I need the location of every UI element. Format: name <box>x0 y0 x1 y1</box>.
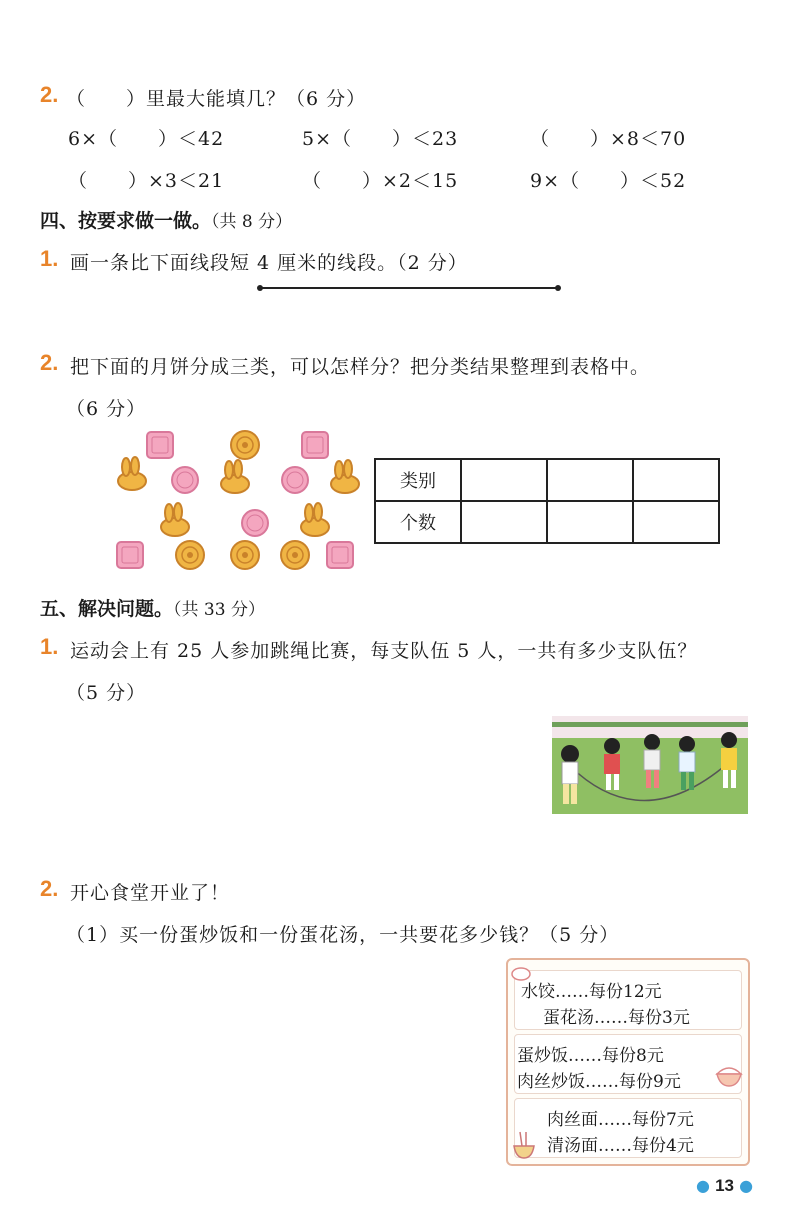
question-number: 2. <box>40 82 59 107</box>
question-score: （6 分） <box>66 398 147 420</box>
question-text: 开心食堂开业了！ <box>70 882 231 904</box>
answer-cell[interactable] <box>461 501 547 543</box>
inequality: （ ）×8＜70 <box>530 128 687 150</box>
dumpling-icon <box>510 962 532 982</box>
noodle-bowl-icon <box>512 1130 536 1160</box>
mooncakes-illustration <box>110 425 360 575</box>
question-text: 画一条比下面线段短 4 厘米的线段。（2 分） <box>70 252 468 274</box>
page-number: 13 <box>715 1176 734 1195</box>
answer-cell[interactable] <box>633 501 719 543</box>
section-score: （共 33 分） <box>173 600 265 620</box>
dot-icon: ● <box>739 1176 754 1195</box>
menu-item: 肉丝炒饭……每份9元 <box>517 1072 681 1092</box>
menu-group <box>514 1098 742 1158</box>
table-row <box>375 459 719 501</box>
answer-cell[interactable] <box>633 459 719 501</box>
question-number: 1. <box>40 246 59 271</box>
menu-group <box>514 970 742 1030</box>
menu-item: 蛋花汤……每份3元 <box>543 1008 690 1028</box>
menu-item: 水饺……每份12元 <box>521 982 662 1002</box>
question-text: （ ）里最大能填几？（6 分） <box>66 88 367 110</box>
table-header-cell: 类别 <box>375 459 461 501</box>
menu-group <box>514 1034 742 1094</box>
section-title: 五、解决问题。 <box>40 598 174 620</box>
question-text: 把下面的月饼分成三类，可以怎样分？把分类结果整理到表格中。 <box>70 356 651 378</box>
table-header-cell: 个数 <box>375 501 461 543</box>
question-number: 2. <box>40 350 59 375</box>
menu-item: 清汤面……每份4元 <box>547 1136 694 1156</box>
inequality: （ ）×2＜15 <box>302 170 459 192</box>
sub-question-text: （1）买一份蛋炒饭和一份蛋花汤，一共要花多少钱？（5 分） <box>66 924 620 946</box>
answer-cell[interactable] <box>461 459 547 501</box>
inequality: 5×（ ）＜23 <box>302 128 459 150</box>
rice-bowl-icon <box>714 1064 744 1088</box>
menu-item: 肉丝面……每份7元 <box>547 1110 694 1130</box>
page-footer <box>696 1176 753 1196</box>
section-score: （共 8 分） <box>211 212 293 232</box>
section-heading <box>40 206 292 233</box>
line-segment <box>250 280 570 296</box>
question-text: 运动会上有 25 人参加跳绳比赛，每支队伍 5 人，一共有多少支队伍？ <box>70 640 698 662</box>
inequality: 6×（ ）＜42 <box>68 128 225 150</box>
question-score: （5 分） <box>66 682 147 704</box>
section-title: 四、按要求做一做。 <box>40 210 212 232</box>
section-heading <box>40 594 265 621</box>
question-number: 1. <box>40 634 59 659</box>
classification-table <box>374 458 720 544</box>
menu-board <box>506 958 750 1166</box>
inequality: （ ）×3＜21 <box>68 170 225 192</box>
inequality: 9×（ ）＜52 <box>530 170 687 192</box>
question-number: 2. <box>40 876 59 901</box>
menu-item: 蛋炒饭……每份8元 <box>517 1046 664 1066</box>
dot-icon: ● <box>696 1176 710 1195</box>
jump-rope-illustration <box>552 716 748 814</box>
answer-cell[interactable] <box>547 459 633 501</box>
table-row <box>375 501 719 543</box>
answer-cell[interactable] <box>547 501 633 543</box>
